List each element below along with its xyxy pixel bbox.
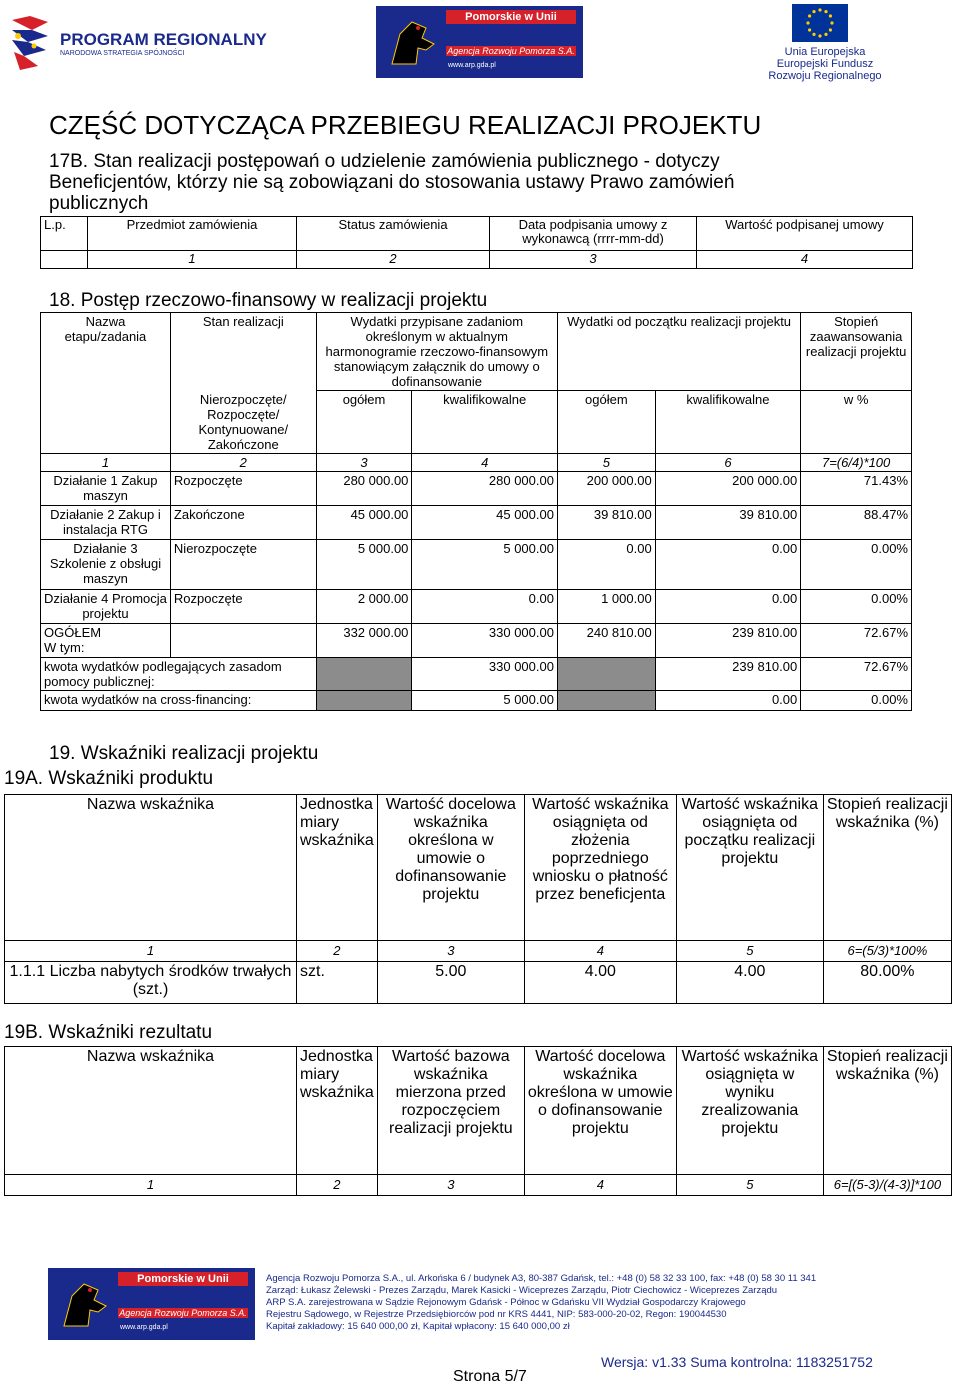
num-cell: 1 [5,941,297,962]
footer-banner-text: Pomorskie w Unii [118,1272,248,1286]
table-18-header-row-2 [41,391,912,454]
banner-text: Pomorskie w Unii [446,10,576,24]
col-wartosc-docelowa: Wartość docelowa wskaźnika określona w umowie o dofinansowanie projektu [524,1047,676,1175]
indicator-since-start: 4.00 [676,962,823,1004]
table-17b [40,216,913,269]
num-cell: 4 [524,941,676,962]
section-19a-heading: 19A. Wskaźniki produktu [4,768,214,789]
num-cell: 6=[(5-3)/(4-3)]*100 [823,1175,951,1196]
row-ogolem-2: 39 810.00 [557,505,655,539]
col-lp: L.p. [41,217,88,251]
table-19a-header-row [5,795,952,941]
col-jednostka: Jednostka miary wskaźnika [297,795,378,941]
col-wartosc-od-zlozenia: Wartość wskaźnika osiągnięta od złożenia poprzedniego wniosku o płatność przez beneficjenta [524,795,676,941]
row-ogolem-2: 200 000.00 [557,471,655,505]
section-17b-heading-line-1: 17B. Stan realizacji postępowań o udzielenie zamówienia publicznego - dotyczy [49,151,720,172]
total-kwal-2: 239 810.00 [655,623,801,657]
row-stan: Rozpoczęte [170,471,316,505]
table-row-total [41,623,912,657]
h-kwalifikowalne-1: kwalifikowalne [412,391,558,454]
section-18-heading: 18. Postęp rzeczowo-finansowy w realizacji projektu [49,290,488,311]
num-cell: 4 [697,251,913,269]
row-kwal-2: 0.00 [655,589,801,623]
footer-line-5: Kapitał zakładowy: 15 640 000,00 zł, Kapitał wpłacony: 15 640 000,00 zł [266,1321,570,1332]
indicator-percent: 80.00% [823,962,951,1004]
total-ogolem-2: 240 810.00 [557,623,655,657]
table-19b-header-row [5,1047,952,1175]
row-kwal-1: 5 000.00 [412,539,558,589]
footer-line-4: Rejestru Sądowego, w Rejestrze Przedsiębiorców pod nr KRS 4441, NIP: 583-000-20-02, Regon: 190044530 [266,1309,727,1320]
row-stan: Nierozpoczęte [170,539,316,589]
table-row-cross [41,690,912,710]
num-cell: 2 [170,453,316,471]
griffin-icon [54,1276,114,1332]
footer-arp-logo [48,1268,255,1340]
row-kwal-1: 0.00 [412,589,558,623]
col-wartosc-bazowa: Wartość bazowa wskaźnika mierzona przed rozpoczęciem realizacji projektu [377,1047,524,1175]
eu-line-1: Unia Europejska [784,46,866,58]
h-stopien-zaawansowania: Stopień zaawansowania realizacji projektu [801,313,912,391]
row-kwal-2: 39 810.00 [655,505,801,539]
indicator-name: 1.1.1 Liczba nabytych środków trwałych (szt.) [5,962,297,1004]
table-18-number-row [41,453,912,471]
h-stan-realizacji: Stan realizacji [170,313,316,391]
gray-cell [316,690,412,710]
pomorskie-w-unii-logo [376,6,583,78]
table-row [5,962,952,1004]
pomoc-procent: 72.67% [801,657,912,690]
h-kwalifikowalne-2: kwalifikowalne [655,391,801,454]
col-przedmiot: Przedmiot zamówienia [88,217,297,251]
table-row-pomoc [41,657,912,690]
table-18 [40,312,912,711]
eu-flag-icon [792,4,848,42]
agency-name: Agencja Rozwoju Pomorza S.A. [447,46,575,56]
table-17b-header-row [41,217,913,251]
table-row [41,589,912,623]
row-procent: 0.00% [801,539,912,589]
cross-kwal-1: 5 000.00 [412,690,558,710]
num-cell: 5 [676,941,823,962]
row-kwal-2: 200 000.00 [655,471,801,505]
footer-line-1: Agencja Rozwoju Pomorza S.A., ul. Arkońska 6 / budynek A3, 80-387 Gdańsk, tel.: +48 (0) 58 32 33 100, fax: +48 (0) 58 30 11 341 [266,1273,817,1284]
num-cell: 1 [41,453,171,471]
table-row [41,471,912,505]
indicator-unit: szt. [297,962,378,1004]
gray-cell [316,657,412,690]
cross-kwal-2: 0.00 [655,690,801,710]
section-19-heading: 19. Wskaźniki realizacji projektu [49,743,319,764]
table-19b [4,1046,952,1196]
num-cell: 2 [297,1175,378,1196]
table-17b-number-row [41,251,913,269]
h-stan-options: Nierozpoczęte/ Rozpoczęte/ Kontynuowane/ Zakończone [170,391,316,454]
total-procent: 72.67% [801,623,912,657]
total-sublabel: W tym: [44,639,85,655]
cross-label: kwota wydatków na cross-financing: [41,690,317,710]
griffin-icon [382,14,442,70]
row-kwal-1: 45 000.00 [412,505,558,539]
col-stopien-realizacji: Stopień realizacji wskaźnika (%) [823,795,951,941]
num-cell: 3 [377,941,524,962]
row-stan: Zakończone [170,505,316,539]
num-cell: 3 [377,1175,524,1196]
num-cell: 5 [676,1175,823,1196]
eu-line-3: Rozwoju Regionalnego [768,70,882,82]
h-wydatki-od-poczatku: Wydatki od początku realizacji projektu [557,313,800,391]
num-cell: 4 [412,453,558,471]
h-wydatki-przypisane: Wydatki przypisane zadaniom określonym w aktualnym harmonogramie rzeczowo-finansowym stanowiącym załącznik do umowy o dofinansowanie [316,313,557,391]
footer-agency-name: Agencja Rozwoju Pomorza S.A. [119,1308,247,1318]
col-nazwa-wskaznika: Nazwa wskaźnika [5,795,297,941]
row-ogolem-1: 45 000.00 [316,505,412,539]
agency-url: www.arp.gda.pl [448,62,496,69]
row-procent: 71.43% [801,471,912,505]
row-name: Działanie 3 Szkolenie z obsługi maszyn [41,539,171,589]
cross-procent: 0.00% [801,690,912,710]
col-wartosc-docelowa: Wartość docelowa wskaźnika określona w umowie o dofinansowanie projektu [377,795,524,941]
eu-line-2: Europejski Fundusz [776,58,874,70]
table-19b-number-row [5,1175,952,1196]
col-wartosc-osiagnieta: Wartość wskaźnika osiągnięta w wyniku zrealizowania projektu [676,1047,823,1175]
col-status: Status zamówienia [297,217,490,251]
row-kwal-2: 0.00 [655,539,801,589]
num-cell: 1 [88,251,297,269]
total-ogolem-1: 332 000.00 [316,623,412,657]
table-18-header-row-1 [41,313,912,391]
row-kwal-1: 280 000.00 [412,471,558,505]
col-wartosc-umowy: Wartość podpisanej umowy [697,217,913,251]
num-cell: 6 [655,453,801,471]
col-nazwa-wskaznika: Nazwa wskaźnika [5,1047,297,1175]
table-row [41,539,912,589]
num-cell: 3 [490,251,697,269]
pomoc-label: kwota wydatków podlegających zasadom pomocy publicznej: [41,657,317,690]
row-name: Działanie 1 Zakup maszyn [41,471,171,505]
row-name: Działanie 2 Zakup i instalacja RTG [41,505,171,539]
row-stan: Rozpoczęte [170,589,316,623]
col-wartosc-od-poczatku: Wartość wskaźnika osiągnięta od początku realizacji projektu [676,795,823,941]
footer-line-3: ARP S.A. zarejestrowana w Sądzie Rejonowym Gdańsk - Północ w Gdańsku VII Wydział Gospodarczy Krajowego [266,1297,746,1308]
pomoc-kwal-2: 239 810.00 [655,657,801,690]
num-cell: 2 [297,941,378,962]
page-title: CZĘŚĆ DOTYCZĄCA PRZEBIEGU REALIZACJI PROJEKTU [49,110,762,140]
h-ogolem-2: ogółem [557,391,655,454]
row-name: Działanie 4 Promocja projektu [41,589,171,623]
indicator-since-last: 4.00 [524,962,676,1004]
indicator-target: 5.00 [377,962,524,1004]
num-cell: 7=(6/4)*100 [801,453,912,471]
col-data-podpisania: Data podpisania umowy z wykonawcą (rrrr-mm-dd) [490,217,697,251]
row-ogolem-1: 5 000.00 [316,539,412,589]
h-nazwa-etapu: Nazwa etapu/zadania [41,313,171,454]
table-row [41,505,912,539]
pr-subtitle: NARODOWA STRATEGIA SPÓJNOŚCI [60,50,185,57]
row-ogolem-1: 2 000.00 [316,589,412,623]
section-17b-heading-line-3: publicznych [49,193,149,214]
nss-flag-icon [8,16,52,72]
total-name [41,623,171,657]
eu-logo [755,4,895,82]
num-cell: 6=(5/3)*100% [823,941,951,962]
pomoc-kwal-1: 330 000.00 [412,657,558,690]
footer-agency-url: www.arp.gda.pl [120,1324,168,1331]
num-cell: 1 [5,1175,297,1196]
footer-line-2: Zarząd: Łukasz Żelewski - Prezes Zarządu, Marek Kasicki - Wiceprezes Zarządu, Piotr Ciechowicz - Wiceprezes Zarządu [266,1285,778,1296]
row-ogolem-2: 0.00 [557,539,655,589]
table-19a [4,794,952,1004]
row-ogolem-2: 1 000.00 [557,589,655,623]
section-19b-heading: 19B. Wskaźniki rezultatu [4,1022,213,1043]
h-ogolem-1: ogółem [316,391,412,454]
row-ogolem-1: 280 000.00 [316,471,412,505]
col-jednostka: Jednostka miary wskaźnika [297,1047,378,1175]
gray-cell [557,657,655,690]
num-cell: 2 [297,251,490,269]
section-17b-heading-line-2: Beneficjentów, którzy nie są zobowiązani do stosowania ustawy Prawo zamówień [49,172,735,193]
version-checksum: Wersja: v1.33 Suma kontrolna: 1183251752 [601,1354,873,1370]
row-procent: 88.47% [801,505,912,539]
h-w-procentach: w % [801,391,912,454]
col-stopien-realizacji: Stopień realizacji wskaźnika (%) [823,1047,951,1175]
page-number: Strona 5/7 [453,1368,527,1385]
num-cell: 5 [557,453,655,471]
num-cell: 3 [316,453,412,471]
total-kwal-1: 330 000.00 [412,623,558,657]
table-19a-number-row [5,941,952,962]
program-regionalny-logo [8,14,267,74]
row-procent: 0.00% [801,589,912,623]
pr-title: PROGRAM REGIONALNY [60,30,267,49]
total-label: OGÓŁEM [44,624,102,640]
num-cell: 4 [524,1175,676,1196]
gray-cell [557,690,655,710]
